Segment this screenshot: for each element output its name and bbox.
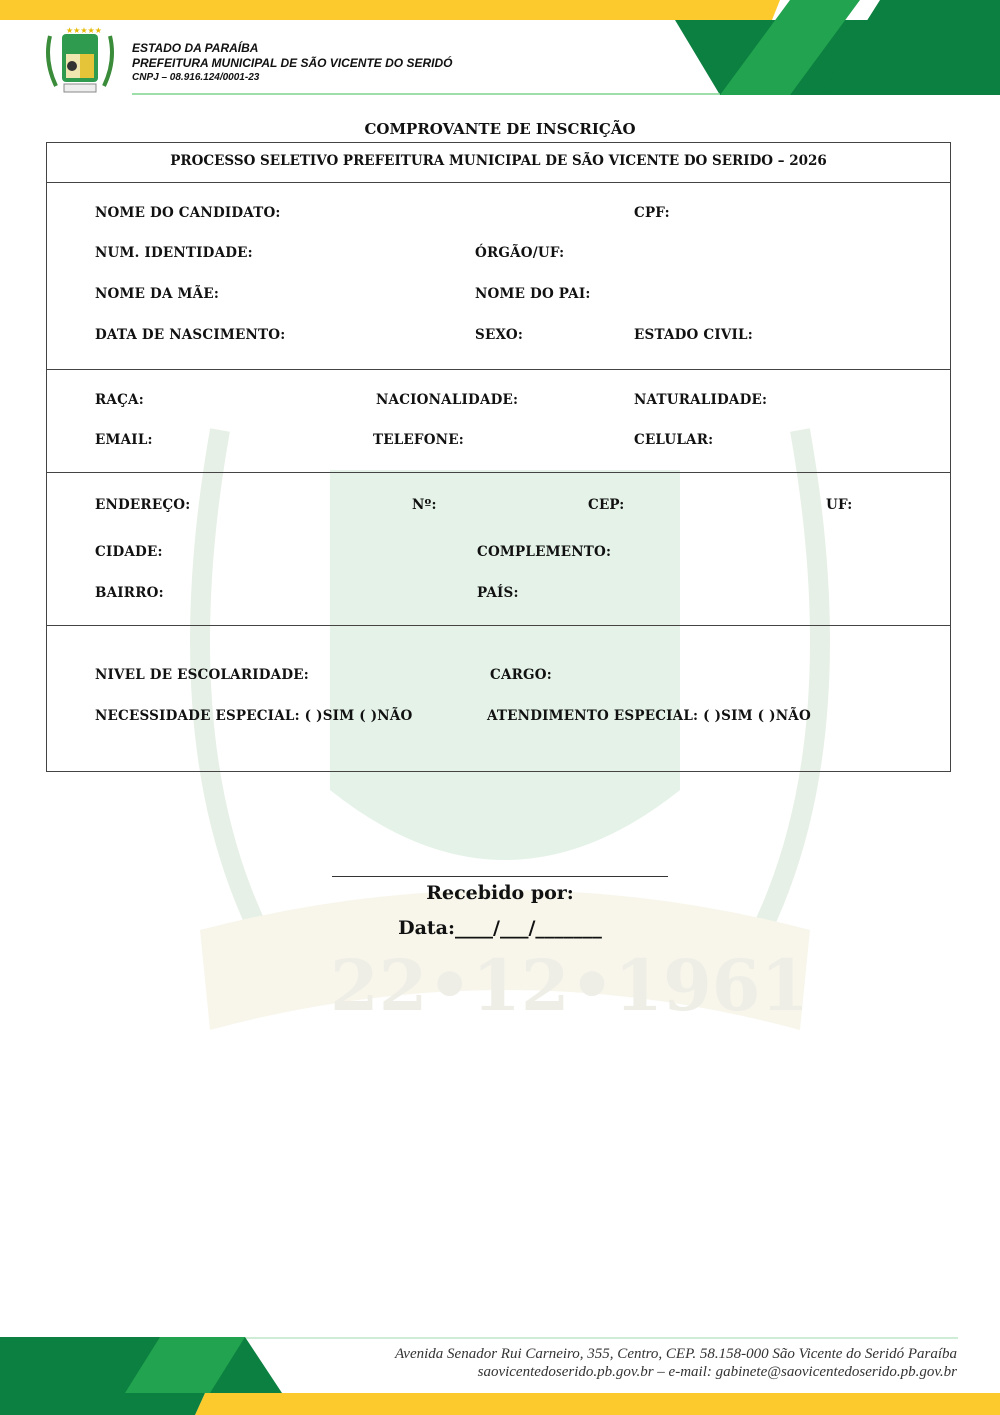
- field-pai: NOME DO PAI:: [475, 286, 591, 302]
- field-atendimento-especial: ATENDIMENTO ESPECIAL: ( )SIM ( )NÃO: [487, 708, 811, 724]
- field-necessidade-especial: NECESSIDADE ESPECIAL: ( )SIM ( )NÃO: [95, 708, 413, 724]
- field-cargo: CARGO:: [490, 667, 552, 683]
- header-prefeitura: PREFEITURA MUNICIPAL DE SÃO VICENTE DO SERIDÓ: [132, 56, 453, 70]
- divider: [46, 369, 951, 370]
- field-pais: PAÍS:: [477, 585, 519, 601]
- field-telefone: TELEFONE:: [373, 432, 464, 448]
- field-nacionalidade: NACIONALIDADE:: [376, 392, 519, 408]
- received-by: Recebido por:: [426, 882, 574, 904]
- field-raca: RAÇA:: [95, 392, 144, 408]
- field-endereco: ENDEREÇO:: [95, 497, 191, 513]
- date-line: Data:____/___/_______: [398, 917, 602, 939]
- field-cidade: CIDADE:: [95, 544, 163, 560]
- header-cnpj: CNPJ – 08.916.124/0001-23: [132, 72, 260, 83]
- field-naturalidade: NATURALIDADE:: [634, 392, 768, 408]
- form-subtitle: PROCESSO SELETIVO PREFEITURA MUNICIPAL DE SÃO VICENTE DO SERIDO – 2026: [170, 153, 827, 169]
- field-escolaridade: NIVEL DE ESCOLARIDADE:: [95, 667, 309, 683]
- divider: [46, 472, 951, 473]
- document-title: COMPROVANTE DE INSCRIÇÃO: [364, 120, 636, 138]
- field-email: EMAIL:: [95, 432, 153, 448]
- field-uf: UF:: [826, 497, 853, 513]
- svg-text:22•12•1961: 22•12•1961: [330, 944, 810, 1027]
- field-complemento: COMPLEMENTO:: [477, 544, 612, 560]
- field-nome: NOME DO CANDIDATO:: [95, 205, 281, 221]
- footer-address: Avenida Senador Rui Carneiro, 355, Centro, CEP. 58.158-000 São Vicente do Seridó Paraíba: [394, 1346, 957, 1362]
- field-identidade: NUM. IDENTIDADE:: [95, 245, 253, 261]
- coat-of-arms-logo: [42, 26, 118, 96]
- field-cpf: CPF:: [634, 205, 670, 221]
- field-nascimento: DATA DE NASCIMENTO:: [95, 327, 286, 343]
- divider: [46, 625, 951, 626]
- divider: [46, 182, 951, 183]
- field-sexo: SEXO:: [475, 327, 524, 343]
- field-bairro: BAIRRO:: [95, 585, 164, 601]
- field-mae: NOME DA MÃE:: [95, 286, 220, 302]
- signature-line: [332, 876, 668, 877]
- svg-text:★★★★★: ★★★★★: [66, 26, 102, 35]
- field-estado-civil: ESTADO CIVIL:: [634, 327, 753, 343]
- field-orgao: ÓRGÃO/UF:: [475, 245, 565, 261]
- field-numero: Nº:: [412, 497, 437, 513]
- header-state: ESTADO DA PARAÍBA: [132, 41, 259, 55]
- footer-web: saovicentedoserido.pb.gov.br – e-mail: gabinete@saovicentedoserido.pb.gov.br: [477, 1364, 957, 1380]
- field-cep: CEP:: [588, 497, 625, 513]
- field-celular: CELULAR:: [634, 432, 714, 448]
